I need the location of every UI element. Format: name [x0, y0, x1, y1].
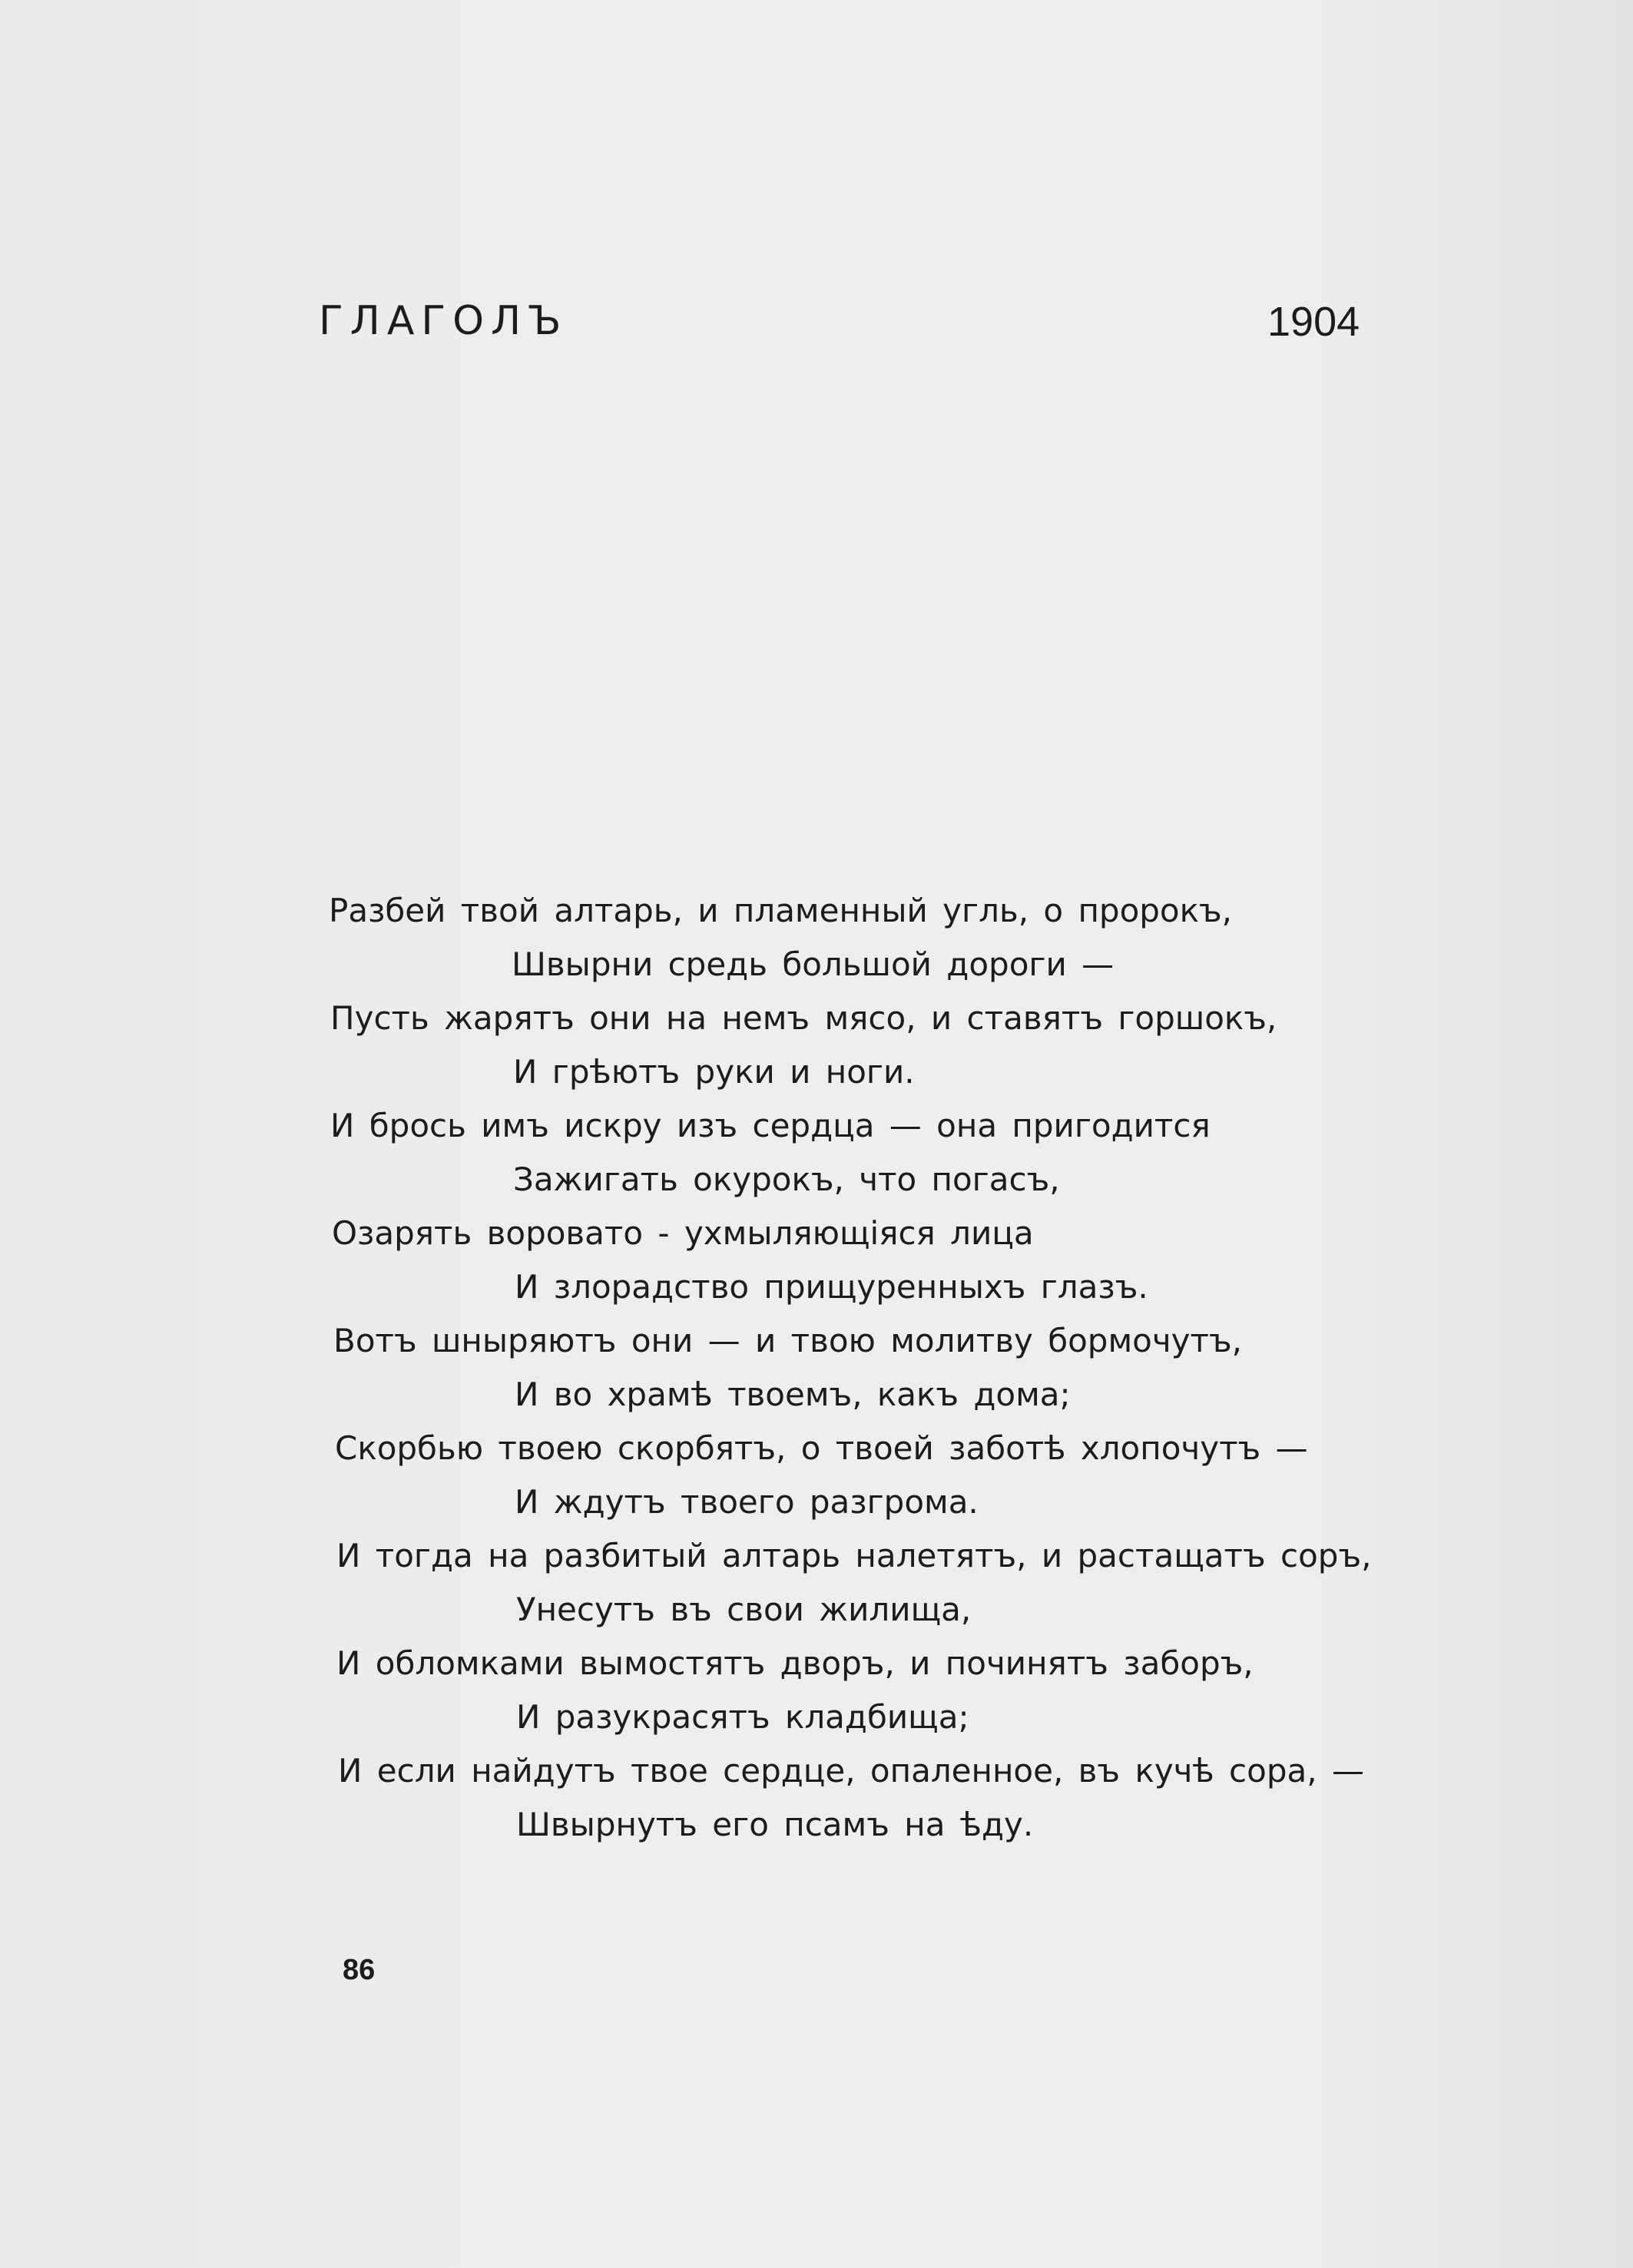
poem-line: Вотъ шныряютъ они — и твою молитву бормочутъ,	[333, 1322, 1242, 1359]
poem-line: Разбей твой алтарь, и пламенный угль, о пророкъ,	[329, 892, 1233, 929]
poem-line: И тогда на разбитый алтарь налетятъ, и растащатъ соръ,	[336, 1537, 1372, 1574]
poem-line: И грѣютъ руки и ноги.	[513, 1053, 915, 1091]
running-year: 1904	[1267, 299, 1360, 345]
poem-line: Швырнутъ его псамъ на ѣду.	[516, 1806, 1034, 1843]
poem-line: И ждутъ твоего разгрома.	[515, 1483, 979, 1521]
poem-line: И разукрасятъ кладбища;	[516, 1698, 969, 1736]
poem-line: И если найдутъ твое сердце, опаленное, въ кучѣ сора, —	[338, 1752, 1364, 1790]
poem-line: И во храмѣ твоемъ, какъ дома;	[515, 1376, 1071, 1413]
poem-line: И злорадство прищуренныхъ глазъ.	[515, 1268, 1148, 1306]
poem-line: Унесутъ въ свои жилища,	[516, 1591, 972, 1628]
poem-line: Швырни средь большой дороги —	[512, 945, 1115, 983]
poem-line: И обломками вымостятъ дворъ, и починятъ заборъ,	[336, 1644, 1254, 1682]
poem-line: Пусть жарятъ они на немъ мясо, и ставятъ горшокъ,	[330, 999, 1277, 1037]
poem-line: И брось имъ искру изъ сердца — она пригодится	[330, 1107, 1211, 1144]
running-title: ГЛАГОЛЪ	[319, 298, 568, 344]
poem-line: Скорбью твоею скорбятъ, о твоей заботѣ хлопочутъ —	[335, 1429, 1308, 1467]
page-number: 86	[343, 1954, 376, 1986]
poem-line: Озарять воровато - ухмыляющіяся лица	[332, 1214, 1034, 1252]
poem-line: Зажигать окурокъ, что погасъ,	[513, 1160, 1060, 1198]
